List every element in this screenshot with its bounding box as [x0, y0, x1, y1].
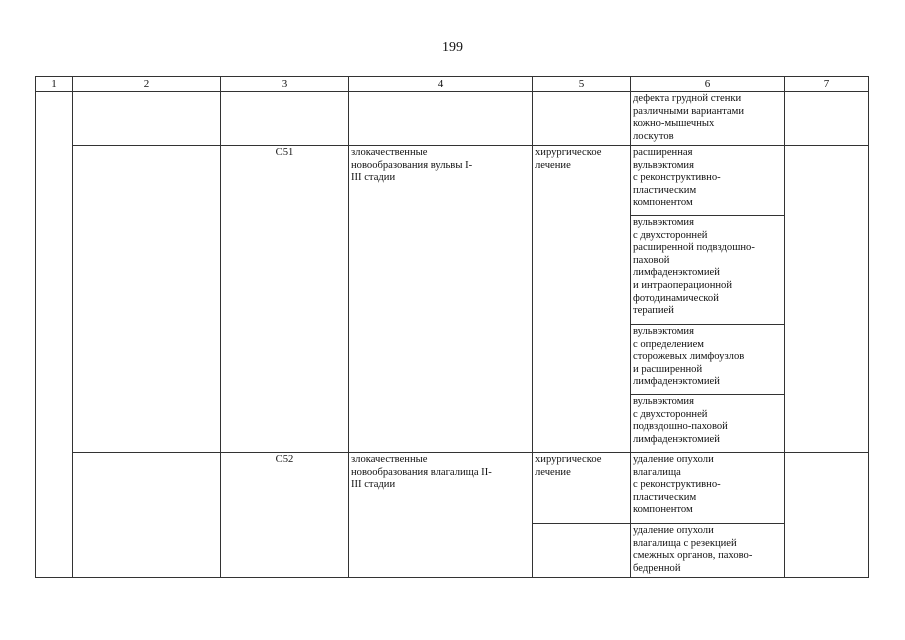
group-c52-treatment-type-2: [533, 524, 631, 578]
column-number-4: 4: [349, 77, 533, 92]
group-c51-method-3: вульвэктомия с определением сторожевых лимфоузлов и расширенной лимфаденэктомией: [631, 325, 785, 395]
group-c52-treatment-type: хирургическое лечение: [533, 453, 631, 524]
column-1-cell: [36, 92, 73, 578]
column-number-6: 6: [631, 77, 785, 92]
page-number: 199: [442, 40, 463, 55]
group-c51-cell-2: [73, 146, 221, 453]
group-c51-treatment-type: хирургическое лечение: [533, 146, 631, 453]
continuation-cell-4: [349, 92, 533, 146]
group-row-c51: [36, 146, 869, 216]
column-number-2: 2: [73, 77, 221, 92]
continuation-cell-2: [73, 92, 221, 146]
column-number-row: [36, 77, 869, 92]
group-c51-code: C51: [221, 146, 349, 453]
group-c52-method-1: удаление опухоли влагалища с реконструктивно- пластическим компонентом: [631, 453, 785, 524]
continuation-cell-5: [533, 92, 631, 146]
group-row-c52: [36, 453, 869, 524]
continuation-row: [36, 92, 869, 146]
continuation-cell-3: [221, 92, 349, 146]
group-c51-method-2: вульвэктомия с двухсторонней расширенной подвздошно- паховой лимфаденэктомией и интраоперационной фотодинамической терапией: [631, 216, 785, 325]
group-c52-cell-7: [785, 453, 869, 578]
group-c51-method-1: расширенная вульвэктомия с реконструктивно- пластическим компонентом: [631, 146, 785, 216]
continuation-cell-7: [785, 92, 869, 146]
group-c51-method-4: вульвэктомия с двухсторонней подвздошно-паховой лимфаденэктомией: [631, 395, 785, 453]
group-c52-cell-2: [73, 453, 221, 578]
column-number-3: 3: [221, 77, 349, 92]
group-c52-method-2: удаление опухоли влагалища с резекцией смежных органов, пахово- бедренной: [631, 524, 785, 578]
column-number-1: 1: [36, 77, 73, 92]
column-number-5: 5: [533, 77, 631, 92]
group-c52-diagnosis: злокачественные новообразования влагалища II- III стадии: [349, 453, 533, 578]
group-c51-diagnosis: злокачественные новообразования вульвы I- III стадии: [349, 146, 533, 453]
group-c51-cell-7: [785, 146, 869, 453]
treatment-table: [35, 76, 869, 578]
column-number-7: 7: [785, 77, 869, 92]
group-c52-code: C52: [221, 453, 349, 578]
continuation-method-cell: дефекта грудной стенки различными вариантами кожно-мышечных лоскутов: [631, 92, 785, 146]
